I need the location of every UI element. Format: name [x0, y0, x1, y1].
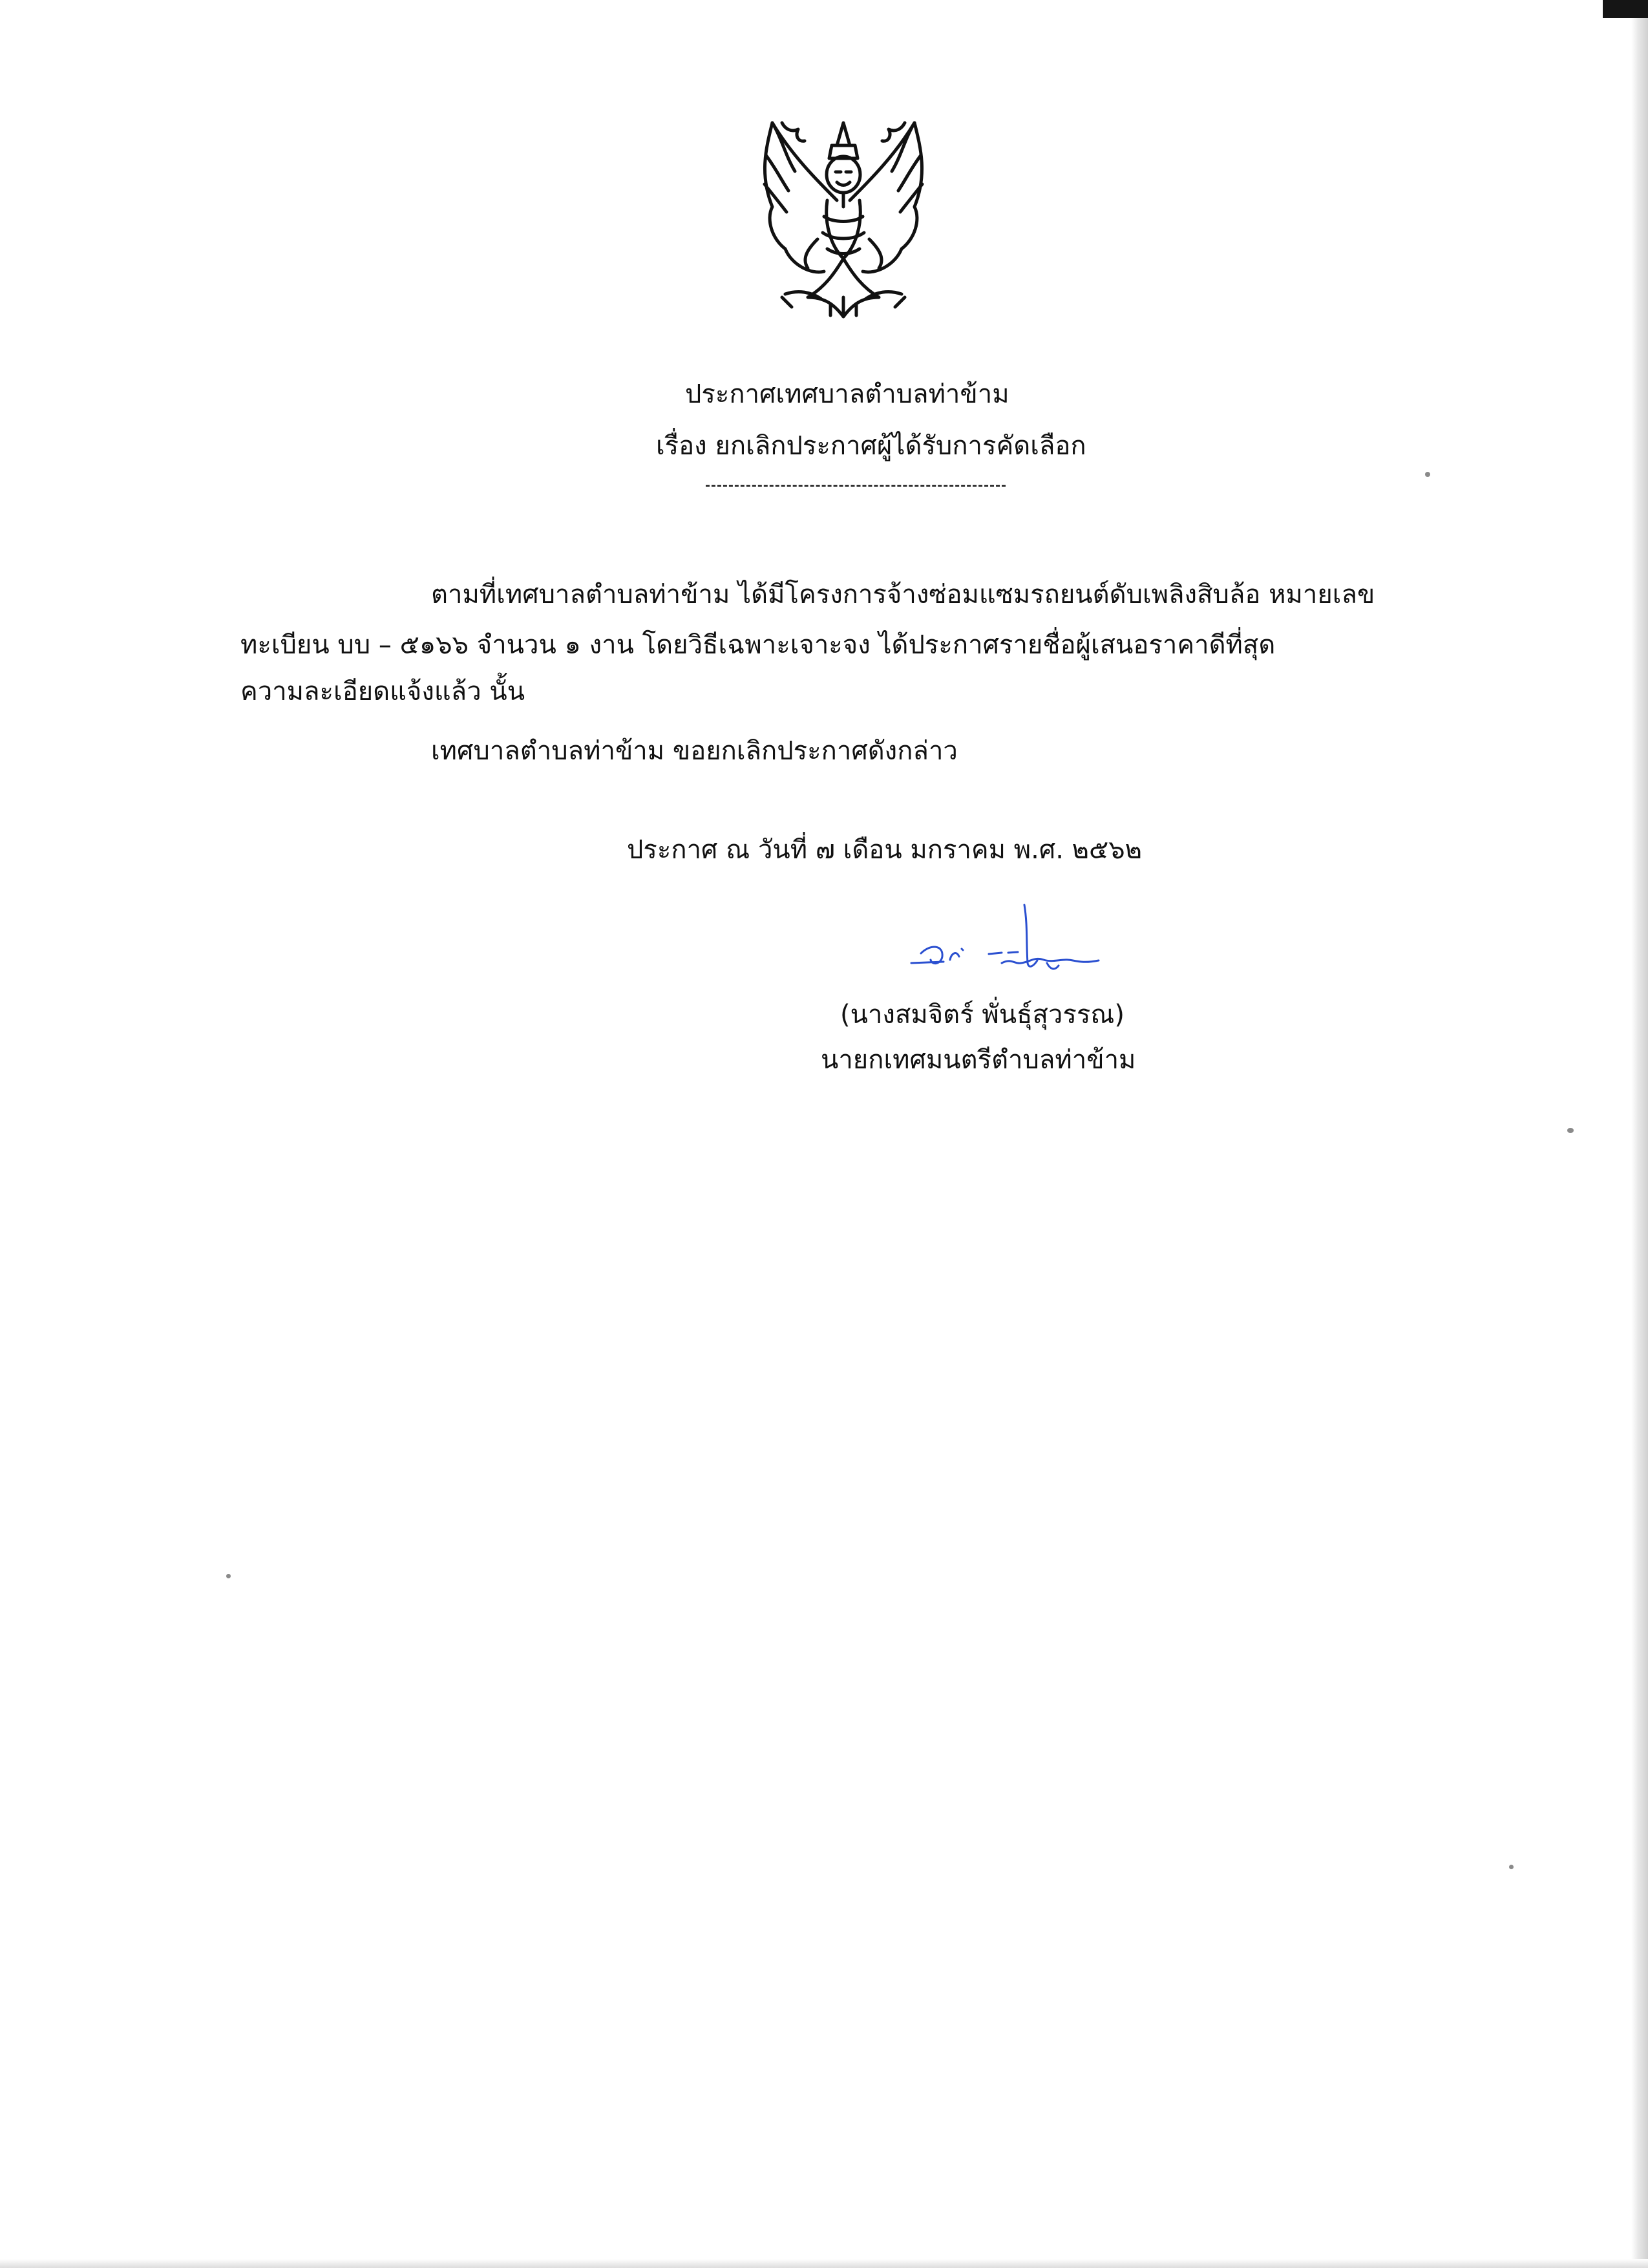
signer-name: (นางสมจิตร์ พั่นธุ์สุวรรณ)	[840, 1000, 1125, 1030]
signer-position: นายกเทศมนตรีตำบลท่าข้าม	[821, 1045, 1136, 1075]
scan-edge-right	[1631, 0, 1648, 2268]
scan-speck	[1425, 472, 1430, 477]
title-divider	[706, 485, 1006, 487]
scan-top-mark	[1603, 0, 1648, 18]
handwritten-signature	[905, 898, 1112, 995]
announcement-subject: เรื่อง ยกเลิกประกาศผู้ได้รับการคัดเลือก	[656, 431, 1086, 461]
scan-speck	[1567, 1128, 1574, 1133]
announcement-title: ประกาศเทศบาลตำบลท่าข้าม	[685, 379, 1009, 409]
body-paragraph-line: ความละเอียดแจ้งแล้ว นั้น	[240, 677, 525, 706]
body-paragraph-line: ตามที่เทศบาลตำบลท่าข้าม ได้มีโครงการจ้างซ่อมแซมรถยนต์ดับเพลิงสิบล้อ หมายเลข	[431, 580, 1375, 609]
scan-speck	[1509, 1865, 1514, 1869]
scan-speck	[226, 1574, 231, 1578]
garuda-emblem-icon	[746, 110, 940, 323]
announcement-date: ประกาศ ณ วันที่ ๗ เดือน มกราคม พ.ศ. ๒๕๖๒	[627, 835, 1143, 865]
scan-edge-bottom	[0, 2259, 1648, 2268]
body-paragraph-line: ทะเบียน บบ – ๕๑๖๖ จำนวน ๑ งาน โดยวิธีเฉพาะเจาะจง ได้ประกาศรายชื่อผู้เสนอราคาดีที่สุด	[240, 630, 1276, 660]
cancellation-statement: เทศบาลตำบลท่าข้าม ขอยกเลิกประกาศดังกล่าว	[431, 736, 958, 766]
